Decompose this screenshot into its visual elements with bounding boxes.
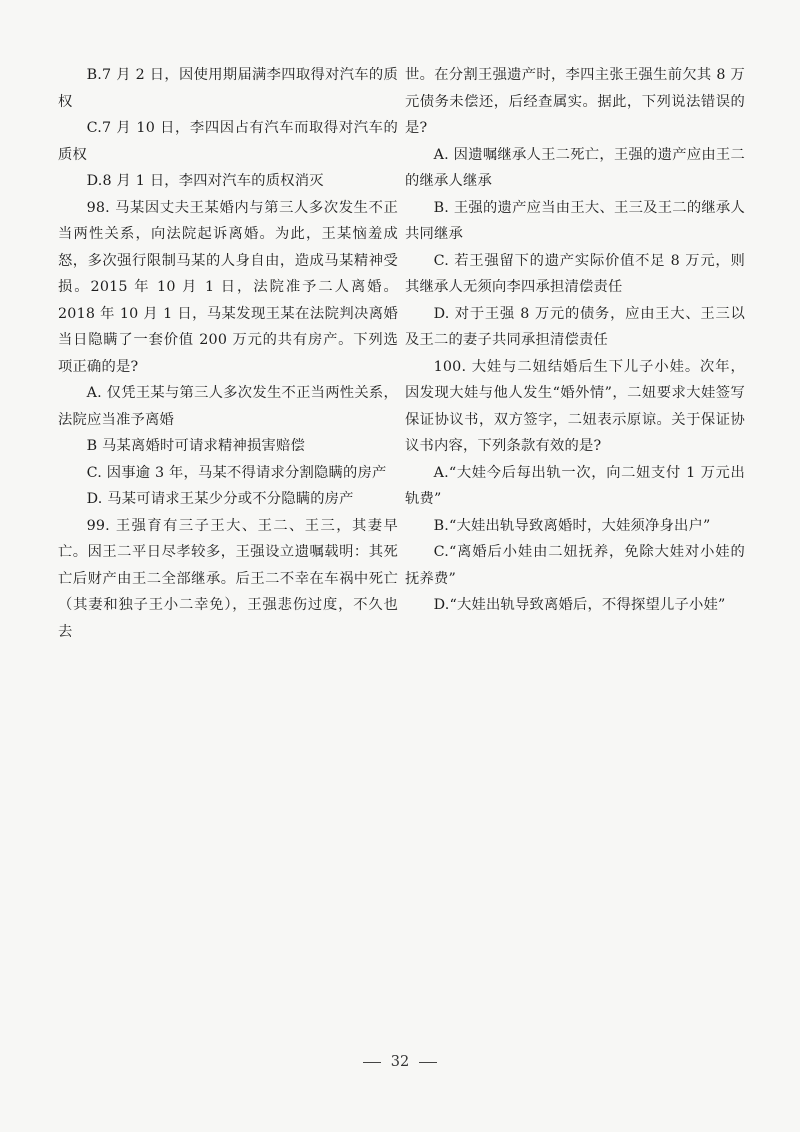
page-footer	[0, 1054, 800, 1070]
option-b-q98: B 马某离婚时可请求精神损害赔偿	[86, 438, 305, 454]
page-number: 32	[390, 1054, 410, 1070]
left-dash	[363, 1062, 381, 1063]
option-d-q98: D. 马某可请求王某少分或不分隐瞒的房产	[86, 491, 354, 507]
question-99-start: 99. 王强育有三子王大、王二、王三，其妻早亡。因王二平日尽孝较多，王强设立遗嘱载明：其死亡后财产由王二全部继承。后王二不幸在车祸中死亡（其妻和独子王小二幸免），王强悲伤过度，不久也去	[58, 517, 398, 640]
question-100: 100. 大娃与二妞结婚后生下儿子小娃。次年，因发现大娃与他人发生“婚外情”，二妞要求大娃签写保证协议书，双方签字，二妞表示原谅。关于保证协议书内容，下列条款有效的是?	[405, 358, 745, 454]
option-a-q100: A.“大娃今后每出轨一次，向二妞支付 1 万元出轨费”	[405, 464, 745, 507]
right-dash	[419, 1062, 437, 1063]
option-b-q99: B. 王强的遗产应当由王大、王三及王二的继承人共同继承	[405, 199, 745, 242]
option-b-q97: B.7 月 2 日，因使用期届满李四取得对汽车的质权	[58, 67, 398, 110]
option-c-q99: C. 若王强留下的遗产实际价值不足 8 万元，则其继承人无须向李四承担清偿责任	[405, 252, 745, 295]
option-d-q99: D. 对于王强 8 万元的债务，应由王大、王三以及王二的妻子共同承担清偿责任	[405, 305, 745, 348]
option-d-q100: D.“大娃出轨导致离婚后，不得探望儿子小娃”	[433, 597, 726, 613]
question-98: 98. 马某因丈夫王某婚内与第三人多次发生不正当两性关系，向法院起诉离婚。为此，王某恼羞成怒，多次强行限制马某的人身自由，造成马某精神受损。2015 年 10 月 1 日，法院准予二人离婚。2018 年 10 月 1 日，马某发现王某在法院判决离婚当日隐瞒了一套价值 200 万元的共有房产。下列选项正确的是?	[58, 199, 398, 375]
option-c-q97: C.7 月 10 日，李四因占有汽车而取得对汽车的质权	[58, 120, 398, 163]
option-b-q100: B.“大娃出轨导致离婚时，大娃须净身出户”	[433, 517, 711, 534]
option-a-q98: A. 仅凭王某与第三人多次发生不正当两性关系，法院应当准予离婚	[58, 385, 398, 428]
left-column	[58, 62, 398, 645]
option-c-q100: C.“离婚后小娃由二妞抚养，免除大娃对小娃的抚养费”	[405, 544, 745, 587]
option-c-q98: C. 因事逾 3 年，马某不得请求分割隐瞒的房产	[86, 464, 387, 481]
option-a-q99: A. 因遗嘱继承人王二死亡，王强的遗产应由王二的继承人继承	[405, 146, 745, 189]
question-99-end: 世。在分割王强遗产时，李四主张王强生前欠其 8 万元债务未偿还，后经查属实。据此，下列说法错误的是?	[405, 67, 745, 136]
right-column	[405, 62, 745, 619]
option-d-q97: D.8 月 1 日，李四对汽车的质权消灭	[86, 173, 324, 189]
